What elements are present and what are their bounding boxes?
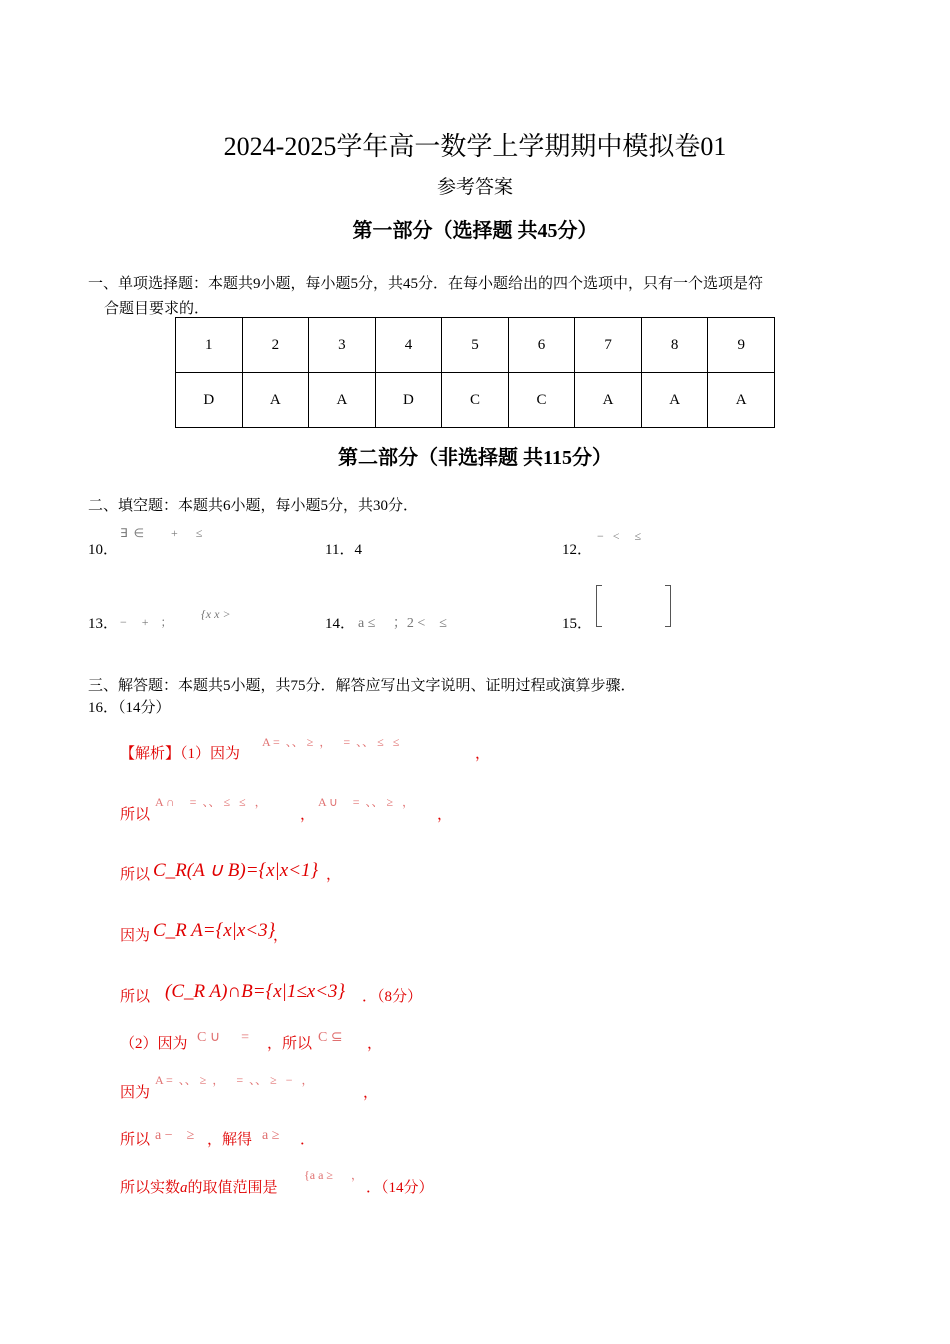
- question-number: 1: [176, 318, 243, 373]
- solution-9-line: [120, 1176, 278, 1197]
- section-two-instructions: 二、填空题：本题共6小题，每小题5分，共30分．: [88, 498, 419, 514]
- solution-1-expression: A = 、、 ≥ ， = 、、 ≤ ≤: [262, 735, 400, 749]
- answer-choice: A: [641, 373, 708, 428]
- solution-2-expression-intersection: A ∩ = 、、 ≤ ≤ ，: [155, 795, 267, 809]
- answer-15-left-bracket: [596, 585, 602, 627]
- solution-text: 所以: [120, 867, 151, 883]
- solution-text: 的取值范围是: [187, 1180, 278, 1196]
- solution-text: ．: [300, 1132, 316, 1148]
- page-subtitle: 参考答案: [436, 177, 513, 198]
- answer-choice: A: [242, 373, 309, 428]
- answer-10-label: 10．: [88, 542, 119, 558]
- answer-table-numbers-row: [176, 318, 775, 373]
- solution-6-expression-subset: C ⊆: [318, 1030, 343, 1045]
- question-number: 2: [242, 318, 309, 373]
- solution-text: （2）因为: [120, 1036, 188, 1052]
- solution-text: 所以: [120, 989, 151, 1005]
- question-number: 6: [508, 318, 575, 373]
- solution-2-expression-union: A ∪ = 、、 ≥ ，: [318, 795, 415, 809]
- solution-text: ，: [437, 807, 453, 823]
- analysis-tag: 【解析】: [120, 746, 181, 762]
- section-one-instructions: 一、单项选择题：本题共9小题，每小题5分，共45分．在每小题给出的四个选项中，只有一个选项是符: [88, 276, 764, 292]
- solution-3-formula: C_R(A ∪ B)={x|x<1}: [153, 860, 319, 881]
- solution-text: ，所以: [267, 1036, 313, 1052]
- answer-13-expression: − + ；: [120, 615, 173, 629]
- solution-text: ，: [363, 1085, 379, 1101]
- solution-text: ，: [367, 1036, 383, 1052]
- solution-text: ，: [326, 867, 342, 883]
- solution-text: ，: [300, 807, 316, 823]
- solution-text: （1）因为: [180, 746, 241, 762]
- solution-7-expression: A = 、、 ≥ ， = 、、 ≥ − ，: [155, 1073, 314, 1087]
- part-two-heading: 第二部分（非选择题 共115分）: [338, 447, 612, 469]
- answer-choice: C: [508, 373, 575, 428]
- solution-text: 因为: [120, 1085, 151, 1101]
- answer-choice: C: [442, 373, 509, 428]
- solution-text: ，: [273, 928, 289, 944]
- solution-9-expression: {a a ≥ ，: [304, 1168, 363, 1182]
- answer-14-label: 14．: [325, 616, 356, 632]
- answer-choice: D: [375, 373, 442, 428]
- question-16-header: 16．（14分）: [88, 700, 171, 716]
- variable-a: a: [180, 1180, 188, 1196]
- question-number: 5: [442, 318, 509, 373]
- answer-15-right-bracket: [665, 585, 671, 627]
- solution-text: ．（8分）: [362, 989, 423, 1005]
- answer-choice: D: [176, 373, 243, 428]
- answer-choice: A: [575, 373, 642, 428]
- solution-text: ．（14分）: [366, 1180, 434, 1196]
- section-one-instructions-cont: 合题目要求的．: [104, 301, 210, 317]
- solution-line-1: [120, 742, 240, 763]
- solution-text: ，: [475, 746, 491, 762]
- answer-12-label: 12．: [562, 542, 593, 558]
- question-number: 9: [708, 318, 775, 373]
- part-one-heading: 第一部分（选择题 共45分）: [352, 220, 598, 242]
- answer-13-label: 13．: [88, 616, 119, 632]
- answer-table: [175, 317, 775, 428]
- solution-4-formula: C_R A={x|x<3}: [153, 920, 276, 941]
- answer-14-expression: a ≤ ；2 < ≤: [358, 616, 447, 631]
- answer-11: 11．4: [325, 542, 362, 558]
- answer-13-set: {x x >: [201, 607, 231, 621]
- solution-text: 所以: [120, 807, 151, 823]
- page-title: 2024-2025学年高一数学上学期期中模拟卷01: [223, 132, 727, 161]
- question-number: 8: [641, 318, 708, 373]
- solution-8-result: a ≥: [262, 1128, 280, 1143]
- answer-12-expression: − < ≤: [597, 529, 642, 543]
- answer-10-expression: ∃ ∈ + ≤: [120, 526, 203, 540]
- solution-text: 所以: [120, 1132, 151, 1148]
- solution-8-expression: a − ≥: [155, 1128, 195, 1143]
- question-number: 3: [309, 318, 376, 373]
- answer-choice: A: [708, 373, 775, 428]
- question-number: 4: [375, 318, 442, 373]
- solution-text: 因为: [120, 928, 151, 944]
- answer-15-label: 15．: [562, 616, 593, 632]
- section-three-instructions: 三、解答题：本题共5小题，共75分．解答应写出文字说明、证明过程或演算步骤．: [88, 678, 636, 694]
- answer-table-answers-row: [176, 373, 775, 428]
- answer-choice: A: [309, 373, 376, 428]
- solution-6-expression: C ∪ =: [197, 1030, 249, 1045]
- solution-text: ，解得: [207, 1132, 253, 1148]
- question-number: 7: [575, 318, 642, 373]
- solution-5-formula: (C_R A)∩B={x|1≤x<3}: [165, 981, 346, 1002]
- solution-text: 所以实数: [120, 1180, 181, 1196]
